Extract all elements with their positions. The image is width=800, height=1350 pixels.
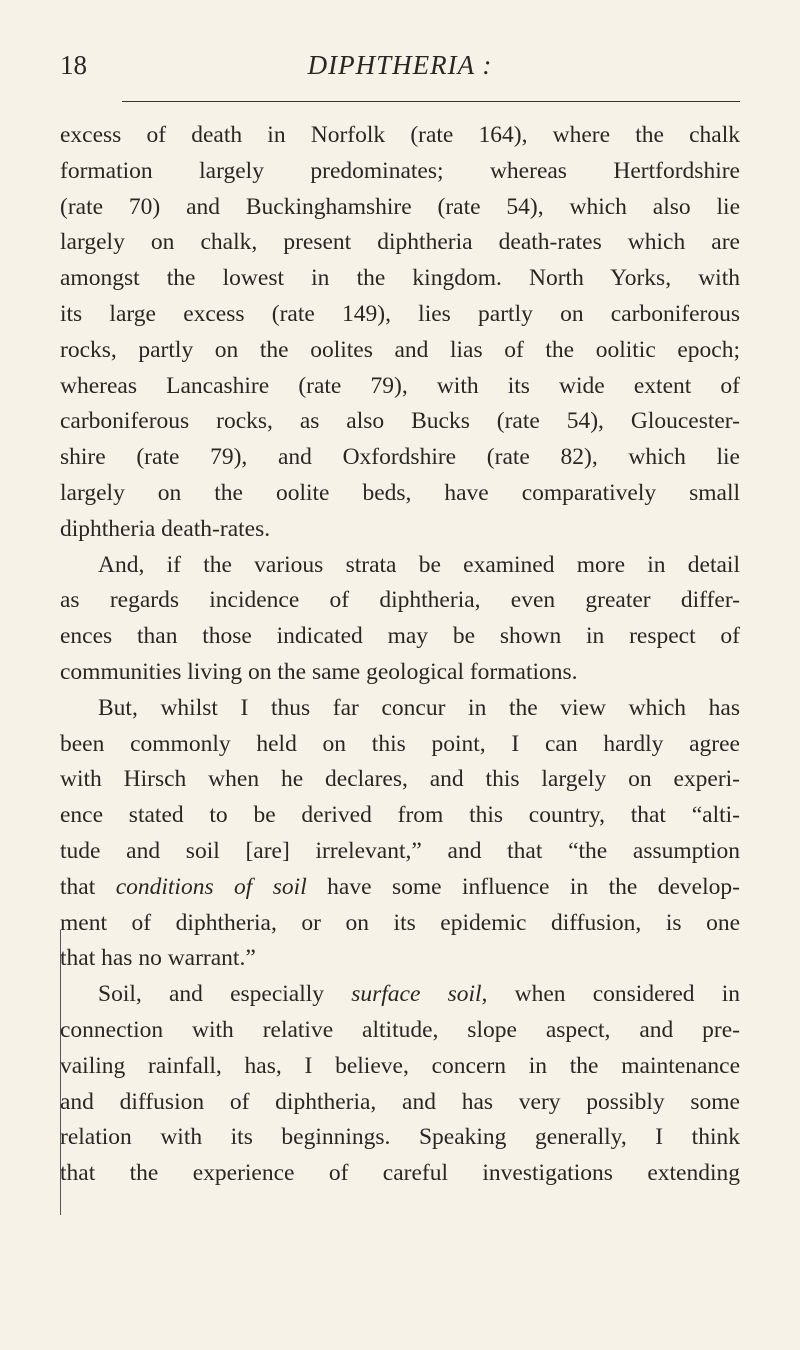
paragraph-start: And, if the various strata be examined more in detail	[98, 551, 740, 578]
text-line: with Hirsch when he declares, and this largely on experi-	[60, 766, 740, 793]
text-line: ment of diphtheria, or on its epidemic diffusion, is one	[60, 909, 740, 936]
running-title: DIPHTHERIA :	[307, 50, 493, 80]
text-run: that	[60, 873, 116, 900]
text-line: connection with relative altitude, slope aspect, and pre-	[60, 1016, 740, 1043]
paragraph-start: But, whilst I thus far concur in the view which has	[98, 694, 740, 721]
text-line: diphtheria death-rates.	[60, 515, 271, 542]
text-line: that the experience of careful investigations extending	[60, 1160, 740, 1187]
text-line: largely on the oolite beds, have comparatively small	[60, 479, 740, 506]
text-line: and diffusion of diphtheria, and has very possibly some	[60, 1088, 740, 1115]
text-line: excess of death in Norfolk (rate 164), where the chalk	[60, 122, 740, 148]
text-line: amongst the lowest in the kingdom. North Yorks, with	[60, 265, 740, 292]
text-run: when considered in	[487, 981, 740, 1008]
text-line: whereas Lancashire (rate 79), with its wide extent of	[60, 372, 740, 399]
text-run: Soil, and especially	[98, 981, 352, 1008]
text-line: (rate 70) and Buckinghamshire (rate 54), which also lie	[60, 193, 740, 220]
text-line: rocks, partly on the oolites and lias of the oolitic epoch;	[60, 336, 740, 363]
text-line: been commonly held on this point, I can hardly agree	[60, 730, 740, 757]
text-line: as regards incidence of diphtheria, even greater differ-	[60, 587, 740, 614]
text-line: formation largely predominates; whereas Hertfordshire	[60, 157, 740, 184]
paragraph-start	[60, 977, 740, 1013]
text-run: have some influence in the develop-	[306, 873, 740, 900]
text-line: tude and soil [are] irrelevant,” and that “the assumption	[60, 837, 740, 864]
text-line	[60, 870, 740, 906]
page-number: 18	[60, 50, 87, 80]
header-rule	[122, 101, 740, 102]
text-line: ence stated to be derived from this country, that “alti-	[60, 802, 740, 829]
body-text	[60, 118, 740, 1192]
text-line: vailing rainfall, has, I believe, concern in the maintenance	[60, 1052, 740, 1079]
text-line: ences than those indicated may be shown in respect of	[60, 623, 740, 650]
text-line: largely on chalk, present diphtheria death-rates which are	[60, 229, 740, 256]
text-line: shire (rate 79), and Oxfordshire (rate 82), which lie	[60, 444, 740, 471]
running-head	[60, 50, 740, 86]
text-line: carboniferous rocks, as also Bucks (rate 54), Gloucester-	[60, 408, 740, 435]
italic-phrase: surface soil,	[351, 981, 488, 1008]
text-line: that has no warrant.”	[60, 945, 256, 972]
text-line: relation with its beginnings. Speaking generally, I think	[60, 1124, 740, 1151]
text-line: its large excess (rate 149), lies partly on carboniferous	[60, 300, 740, 327]
text-line: communities living on the same geological formations.	[60, 658, 578, 685]
italic-phrase: conditions of soil	[115, 873, 307, 900]
